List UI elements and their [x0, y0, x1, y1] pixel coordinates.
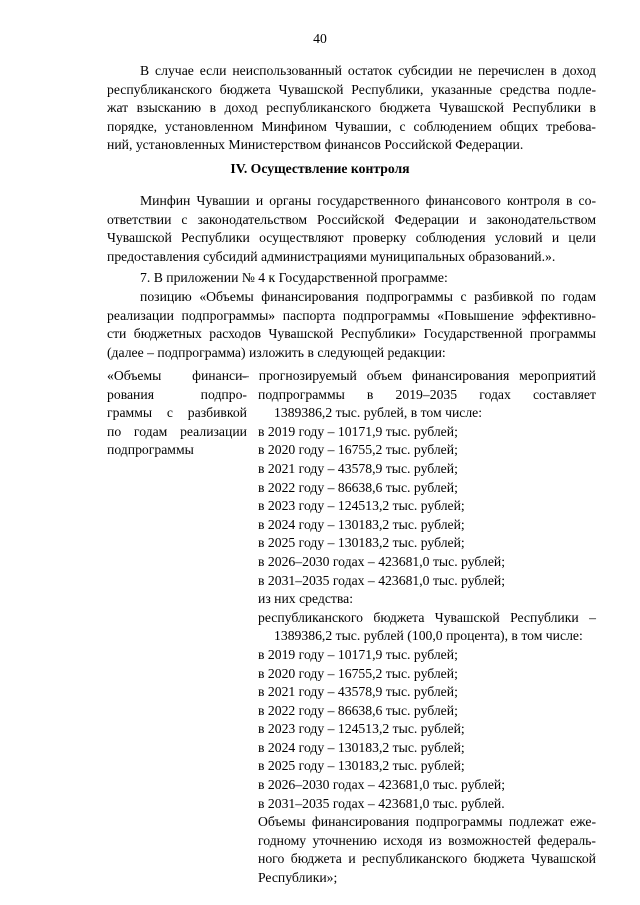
- list-item: в 2024 году – 130183,2 тыс. рублей;: [258, 516, 465, 532]
- text-line: жат взысканию в доход республиканского бюджета Чувашской Республики в: [107, 100, 596, 116]
- paragraph-control: [107, 192, 596, 266]
- financing-by-year-list: [258, 423, 596, 590]
- text-line: В случае если неиспользованный остаток субсидии не перечислен в доход: [140, 63, 596, 78]
- list-item: в 2023 году – 124513,2 тыс. рублей;: [258, 721, 465, 737]
- page-number: 40: [313, 31, 327, 46]
- text-line: рования подпро-: [107, 386, 247, 402]
- list-item: в 2020 году – 16755,2 тыс. рублей;: [258, 442, 458, 458]
- text-line: Чувашской Республики осуществляют проверку соблюдения условий и цели: [107, 230, 596, 246]
- list-item: в 2021 году – 43578,9 тыс. рублей;: [258, 460, 458, 476]
- paragraph-item-7: [107, 269, 596, 288]
- list-item: в 2022 году – 86638,6 тыс. рублей;: [258, 702, 458, 718]
- text-line: Республики»;: [258, 870, 338, 886]
- text-line: граммы с разбивкой: [107, 405, 247, 421]
- list-item: в 2022 году – 86638,6 тыс. рублей;: [258, 479, 458, 495]
- text-line: порядке, установленном Минфином Чувашии, с соблюдением общих требова-: [107, 118, 596, 134]
- list-item: в 2019 году – 10171,9 тыс. рублей;: [258, 646, 458, 662]
- text-line: сти бюджетных расходов Чувашской Республики» Государственной программы: [107, 326, 596, 342]
- text-line: подпрограммы: [107, 442, 194, 458]
- list-item: в 2031–2035 годах – 423681,0 тыс. рублей.: [258, 795, 505, 811]
- passport-field-label: [107, 367, 247, 460]
- list-item: в 2023 году – 124513,2 тыс. рублей;: [258, 498, 465, 514]
- list-item: в 2025 году – 130183,2 тыс. рублей;: [258, 535, 465, 551]
- list-item: в 2026–2030 годах – 423681,0 тыс. рублей;: [258, 777, 506, 793]
- text-line: Минфин Чувашии и органы государственного финансового контроля в со-: [140, 193, 596, 208]
- list-item: в 2021 году – 43578,9 тыс. рублей;: [258, 684, 458, 700]
- text-line: республиканского бюджета Чувашской Республики –: [258, 609, 596, 625]
- text-line: по годам реализации: [107, 423, 247, 439]
- text-line: предоставления субсидий администрациями муниципальных образований.».: [107, 248, 556, 264]
- text-line: подпрограммы в 2019–2035 годах составляет: [258, 386, 596, 402]
- text-line: республиканского бюджета Чувашской Республики, указанные средства подле-: [107, 81, 596, 97]
- list-item: в 2031–2035 годах – 423681,0 тыс. рублей;: [258, 572, 506, 588]
- list-item: в 2024 году – 130183,2 тыс. рублей;: [258, 739, 465, 755]
- source-label: из них средства:: [258, 591, 354, 607]
- text-line: 1389386,2 тыс. рублей, в том числе:: [274, 405, 483, 421]
- text-line: ного бюджета и республиканского бюджета Чувашской: [258, 851, 596, 867]
- financing-intro: [242, 367, 596, 423]
- text-line: 7. В приложении № 4 к Государственной программе:: [140, 270, 448, 285]
- text-line: ний, установленных Министерством финансов Российской Федерации.: [107, 137, 524, 153]
- paragraph-position: [107, 288, 596, 362]
- text-line: позицию «Объемы финансирования подпрограммы с разбивкой по годам: [140, 289, 596, 304]
- list-item: в 2020 году – 16755,2 тыс. рублей;: [258, 665, 458, 681]
- text-line: годному уточнению исходя из возможностей федераль-: [258, 832, 596, 848]
- text-line: реализации подпрограммы» паспорта подпрограммы «Повышение эффективно-: [107, 307, 596, 323]
- section-heading: IV. Осуществление контроля: [230, 161, 410, 176]
- list-item: в 2019 году – 10171,9 тыс. рублей;: [258, 423, 458, 439]
- list-item: в 2026–2030 годах – 423681,0 тыс. рублей;: [258, 553, 506, 569]
- passport-field-value: [242, 367, 596, 888]
- text-line: 1389386,2 тыс. рублей (100,0 процента), в том числе:: [274, 628, 583, 644]
- financing-source: [258, 609, 596, 646]
- text-line: (далее – подпрограмма) изложить в следующей редакции:: [107, 344, 446, 360]
- text-line: – прогнозируемый объем финансирования мероприятий: [242, 368, 596, 383]
- republican-budget-by-year-list: [258, 646, 596, 813]
- financing-closing-note: [258, 813, 596, 887]
- list-item: в 2025 году – 130183,2 тыс. рублей;: [258, 758, 465, 774]
- text-line: «Объемы финанси-: [107, 368, 247, 383]
- text-line: Объемы финансирования подпрограммы подлежат еже-: [258, 814, 596, 830]
- text-line: ответствии с законодательством Российской Федерации и законодательством: [107, 211, 596, 227]
- paragraph-subsidy-return: [107, 62, 596, 155]
